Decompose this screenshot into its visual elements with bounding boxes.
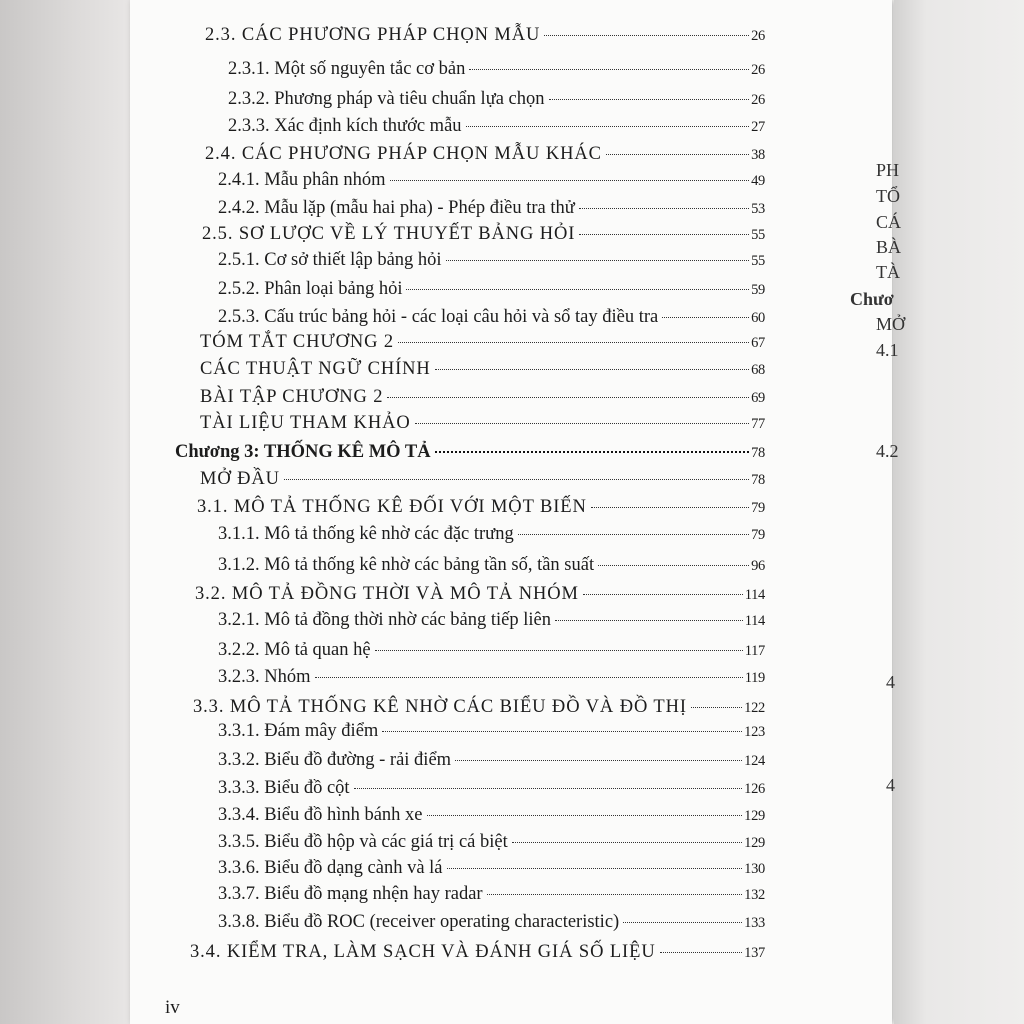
toc-entry-page: 123 [744, 724, 765, 740]
toc-leader-dots [606, 154, 749, 155]
toc-leader-dots [354, 788, 743, 789]
facing-fragment: MỞ [876, 314, 906, 334]
facing-fragment: TÀ [876, 262, 900, 282]
toc-entry-page: 117 [744, 643, 765, 659]
facing-fragment: 4 [886, 672, 895, 692]
toc-entry [218, 196, 765, 221]
toc-entry [228, 114, 765, 139]
toc-entry [200, 330, 765, 355]
toc-entry [218, 638, 765, 663]
toc-entry-title: 2.4. CÁC PHƯƠNG PHÁP CHỌN MẪU KHÁC [205, 144, 602, 164]
toc-leader-dots [660, 952, 743, 953]
toc-leader-dots [315, 677, 743, 678]
toc-leader-dots [387, 397, 749, 398]
toc-entry [218, 830, 765, 855]
toc-leader-dots [469, 69, 749, 70]
toc-leader-dots [555, 620, 743, 621]
toc-entry-title: TÀI LIỆU THAM KHẢO [200, 413, 411, 433]
toc-leader-dots [455, 760, 742, 761]
toc-leader-dots [406, 289, 749, 290]
toc-entry-page: 67 [751, 335, 765, 351]
toc-entry [218, 856, 765, 881]
toc-entry-page: 38 [751, 147, 765, 163]
toc-entry-page: 78 [751, 445, 765, 461]
toc-entry-title: 3.2. MÔ TẢ ĐỒNG THỜI VÀ MÔ TẢ NHÓM [195, 584, 579, 604]
toc-entry-title: 3.2.2. Mô tả quan hệ [218, 640, 371, 660]
toc-entry-title: 2.5.3. Cấu trúc bảng hỏi - các loại câu hỏi và sổ tay điều tra [218, 307, 659, 327]
toc-leader-dots [284, 479, 749, 480]
toc-leader-dots [518, 534, 749, 535]
toc-entry-title: 3.4. KIỂM TRA, LÀM SẠCH VÀ ĐÁNH GIÁ SỐ LIỆU [190, 942, 656, 962]
toc-entry [218, 305, 765, 330]
toc-leader-dots [415, 423, 749, 424]
toc-leader-dots [435, 451, 750, 453]
toc-entry-page: 130 [744, 861, 765, 877]
facing-fragment: BÀ [876, 237, 902, 257]
facing-fragment: CÁ [876, 212, 902, 232]
toc-entry-title: 2.4.1. Mẫu phân nhóm [218, 170, 386, 190]
toc-entry-title: MỞ ĐẦU [200, 469, 280, 489]
toc-entry-title: 3.3. MÔ TẢ THỐNG KÊ NHỜ CÁC BIỂU ĐỒ VÀ ĐỒ THỊ [193, 697, 687, 717]
toc-entry-title: 3.3.6. Biểu đồ dạng cành và lá [218, 858, 443, 878]
facing-fragment: TỔ [876, 186, 900, 206]
toc-leader-dots [487, 894, 743, 895]
toc-entry-page: 79 [751, 500, 765, 516]
toc-entry-page: 59 [751, 282, 765, 298]
toc-entry-title: 3.3.2. Biểu đồ đường - rải điểm [218, 750, 452, 770]
toc-entry-title: 2.5.1. Cơ sở thiết lập bảng hỏi [218, 250, 442, 270]
toc-entry-page: 77 [751, 416, 765, 432]
toc-leader-dots [382, 731, 742, 732]
toc-entry-page: 137 [744, 945, 765, 961]
toc-entry [205, 142, 765, 167]
toc-entry-title: 3.3.8. Biểu đồ ROC (receiver operating characteristic) [218, 912, 620, 932]
toc-leader-dots [427, 815, 743, 816]
facing-fragment: PH [876, 160, 900, 180]
toc-entry [218, 665, 765, 690]
toc-entry-title: 3.3.4. Biểu đồ hình bánh xe [218, 805, 423, 825]
toc-entry-title: 2.3.1. Một số nguyên tắc cơ bản [228, 59, 466, 79]
toc-leader-dots [583, 594, 743, 595]
toc-entry-title: 3.3.3. Biểu đồ cột [218, 778, 350, 798]
toc-entry-page: 68 [751, 362, 765, 378]
toc-entry-title: 2.5.2. Phân loại bảng hỏi [218, 279, 403, 299]
toc-entry [218, 277, 765, 302]
toc-entry [193, 695, 765, 720]
toc-entry [218, 553, 765, 578]
toc-entry-title: 3.3.1. Đám mây điểm [218, 721, 379, 741]
toc-entry [218, 776, 765, 801]
toc-entry-page: 27 [751, 119, 765, 135]
toc-entry-page: 126 [744, 781, 765, 797]
toc-entry [218, 748, 765, 773]
toc-chapter-entry [175, 440, 765, 465]
toc-entry [195, 582, 765, 607]
toc-entry [205, 23, 765, 48]
toc-entry-title: 2.3.2. Phương pháp và tiêu chuẩn lựa chọn [228, 89, 545, 109]
facing-fragment: 4 [886, 775, 895, 795]
toc-leader-dots [579, 208, 749, 209]
toc-entry [218, 882, 765, 907]
toc-entry-page: 133 [744, 915, 765, 931]
toc-entry [218, 522, 765, 547]
facing-fragment: 4.1 [876, 340, 899, 360]
toc-entry-title: Chương 3: THỐNG KÊ MÔ TẢ [175, 442, 431, 462]
toc-leader-dots [549, 99, 750, 100]
toc-leader-dots [446, 260, 750, 261]
toc-entry [228, 87, 765, 112]
toc-leader-dots [691, 707, 742, 708]
toc-entry-title: 2.3.3. Xác định kích thước mẫu [228, 116, 462, 136]
toc-entry [202, 222, 765, 247]
toc-entry-title: 2.4.2. Mẫu lặp (mẫu hai pha) - Phép điều tra thử [218, 198, 575, 218]
toc-entry-title: 3.2.1. Mô tả đồng thời nhờ các bảng tiếp liên [218, 610, 551, 630]
toc-entry-title: CÁC THUẬT NGỮ CHÍNH [200, 359, 431, 379]
toc-leader-dots [466, 126, 750, 127]
toc-entry-title: 2.5. SƠ LƯỢC VỀ LÝ THUYẾT BẢNG HỎI [202, 224, 576, 244]
toc-entry-page: 129 [744, 835, 765, 851]
toc-leader-dots [435, 369, 749, 370]
toc-entry-title: TÓM TẮT CHƯƠNG 2 [200, 332, 395, 352]
toc-leader-dots [512, 842, 742, 843]
toc-entry [218, 168, 765, 193]
toc-entry-page: 114 [744, 613, 765, 629]
toc-entry-title: 2.3. CÁC PHƯƠNG PHÁP CHỌN MẪU [205, 25, 541, 45]
toc-leader-dots [662, 317, 749, 318]
toc-entry [218, 608, 765, 633]
toc-entry-title: 3.1. MÔ TẢ THỐNG KÊ ĐỐI VỚI MỘT BIẾN [197, 497, 587, 517]
toc-entry-page: 78 [751, 472, 765, 488]
toc-entry-page: 49 [751, 173, 765, 189]
toc-entry-page: 60 [751, 310, 765, 326]
toc-entry [200, 385, 765, 410]
toc-entry-page: 26 [751, 92, 765, 108]
toc-entry-page: 96 [751, 558, 765, 574]
toc-entry [200, 411, 765, 436]
toc-entry-page: 119 [744, 670, 765, 686]
facing-fragment: 4.2 [876, 441, 899, 461]
toc-entry [228, 57, 765, 82]
facing-fragment: Chươ [850, 289, 894, 309]
toc-entry-page: 132 [744, 887, 765, 903]
toc-entry-title: 3.3.5. Biểu đồ hộp và các giá trị cá biệt [218, 832, 508, 852]
toc-entry-page: 55 [751, 227, 765, 243]
toc-entry-page: 114 [744, 587, 765, 603]
toc-entry [190, 940, 765, 965]
toc-entry-title: 3.1.1. Mô tả thống kê nhờ các đặc trưng [218, 524, 514, 544]
toc-entry-page: 79 [751, 527, 765, 543]
toc-leader-dots [598, 565, 749, 566]
toc-entry-page: 69 [751, 390, 765, 406]
toc-entry-title: 3.2.3. Nhóm [218, 667, 311, 687]
toc-entry-title: 3.3.7. Biểu đồ mạng nhện hay radar [218, 884, 483, 904]
toc-leader-dots [623, 922, 742, 923]
toc-leader-dots [544, 35, 749, 36]
toc-leader-dots [375, 650, 743, 651]
toc-entry [218, 803, 765, 828]
toc-entry-page: 26 [751, 28, 765, 44]
toc-entry-page: 26 [751, 62, 765, 78]
left-page-edge [0, 0, 130, 1024]
toc-leader-dots [579, 234, 749, 235]
toc-leader-dots [591, 507, 749, 508]
toc-entry-page: 55 [751, 253, 765, 269]
toc-leader-dots [398, 342, 749, 343]
toc-entry [197, 495, 765, 520]
toc-entry-page: 122 [744, 700, 765, 716]
facing-page [894, 0, 1024, 1024]
toc-entry-title: 3.1.2. Mô tả thống kê nhờ các bảng tần số, tần suất [218, 555, 595, 575]
toc-entry [218, 719, 765, 744]
toc-entry [200, 467, 765, 492]
toc-leader-dots [390, 180, 750, 181]
toc-entry [218, 248, 765, 273]
toc-entry-title: BÀI TẬP CHƯƠNG 2 [200, 387, 384, 407]
toc-entry-page: 53 [751, 201, 765, 217]
page-number-roman: iv [165, 997, 180, 1018]
toc-entry [218, 910, 765, 935]
toc-entry-page: 129 [744, 808, 765, 824]
toc-leader-dots [447, 868, 743, 869]
toc-entry-page: 124 [744, 753, 765, 769]
toc-entry [200, 357, 765, 382]
